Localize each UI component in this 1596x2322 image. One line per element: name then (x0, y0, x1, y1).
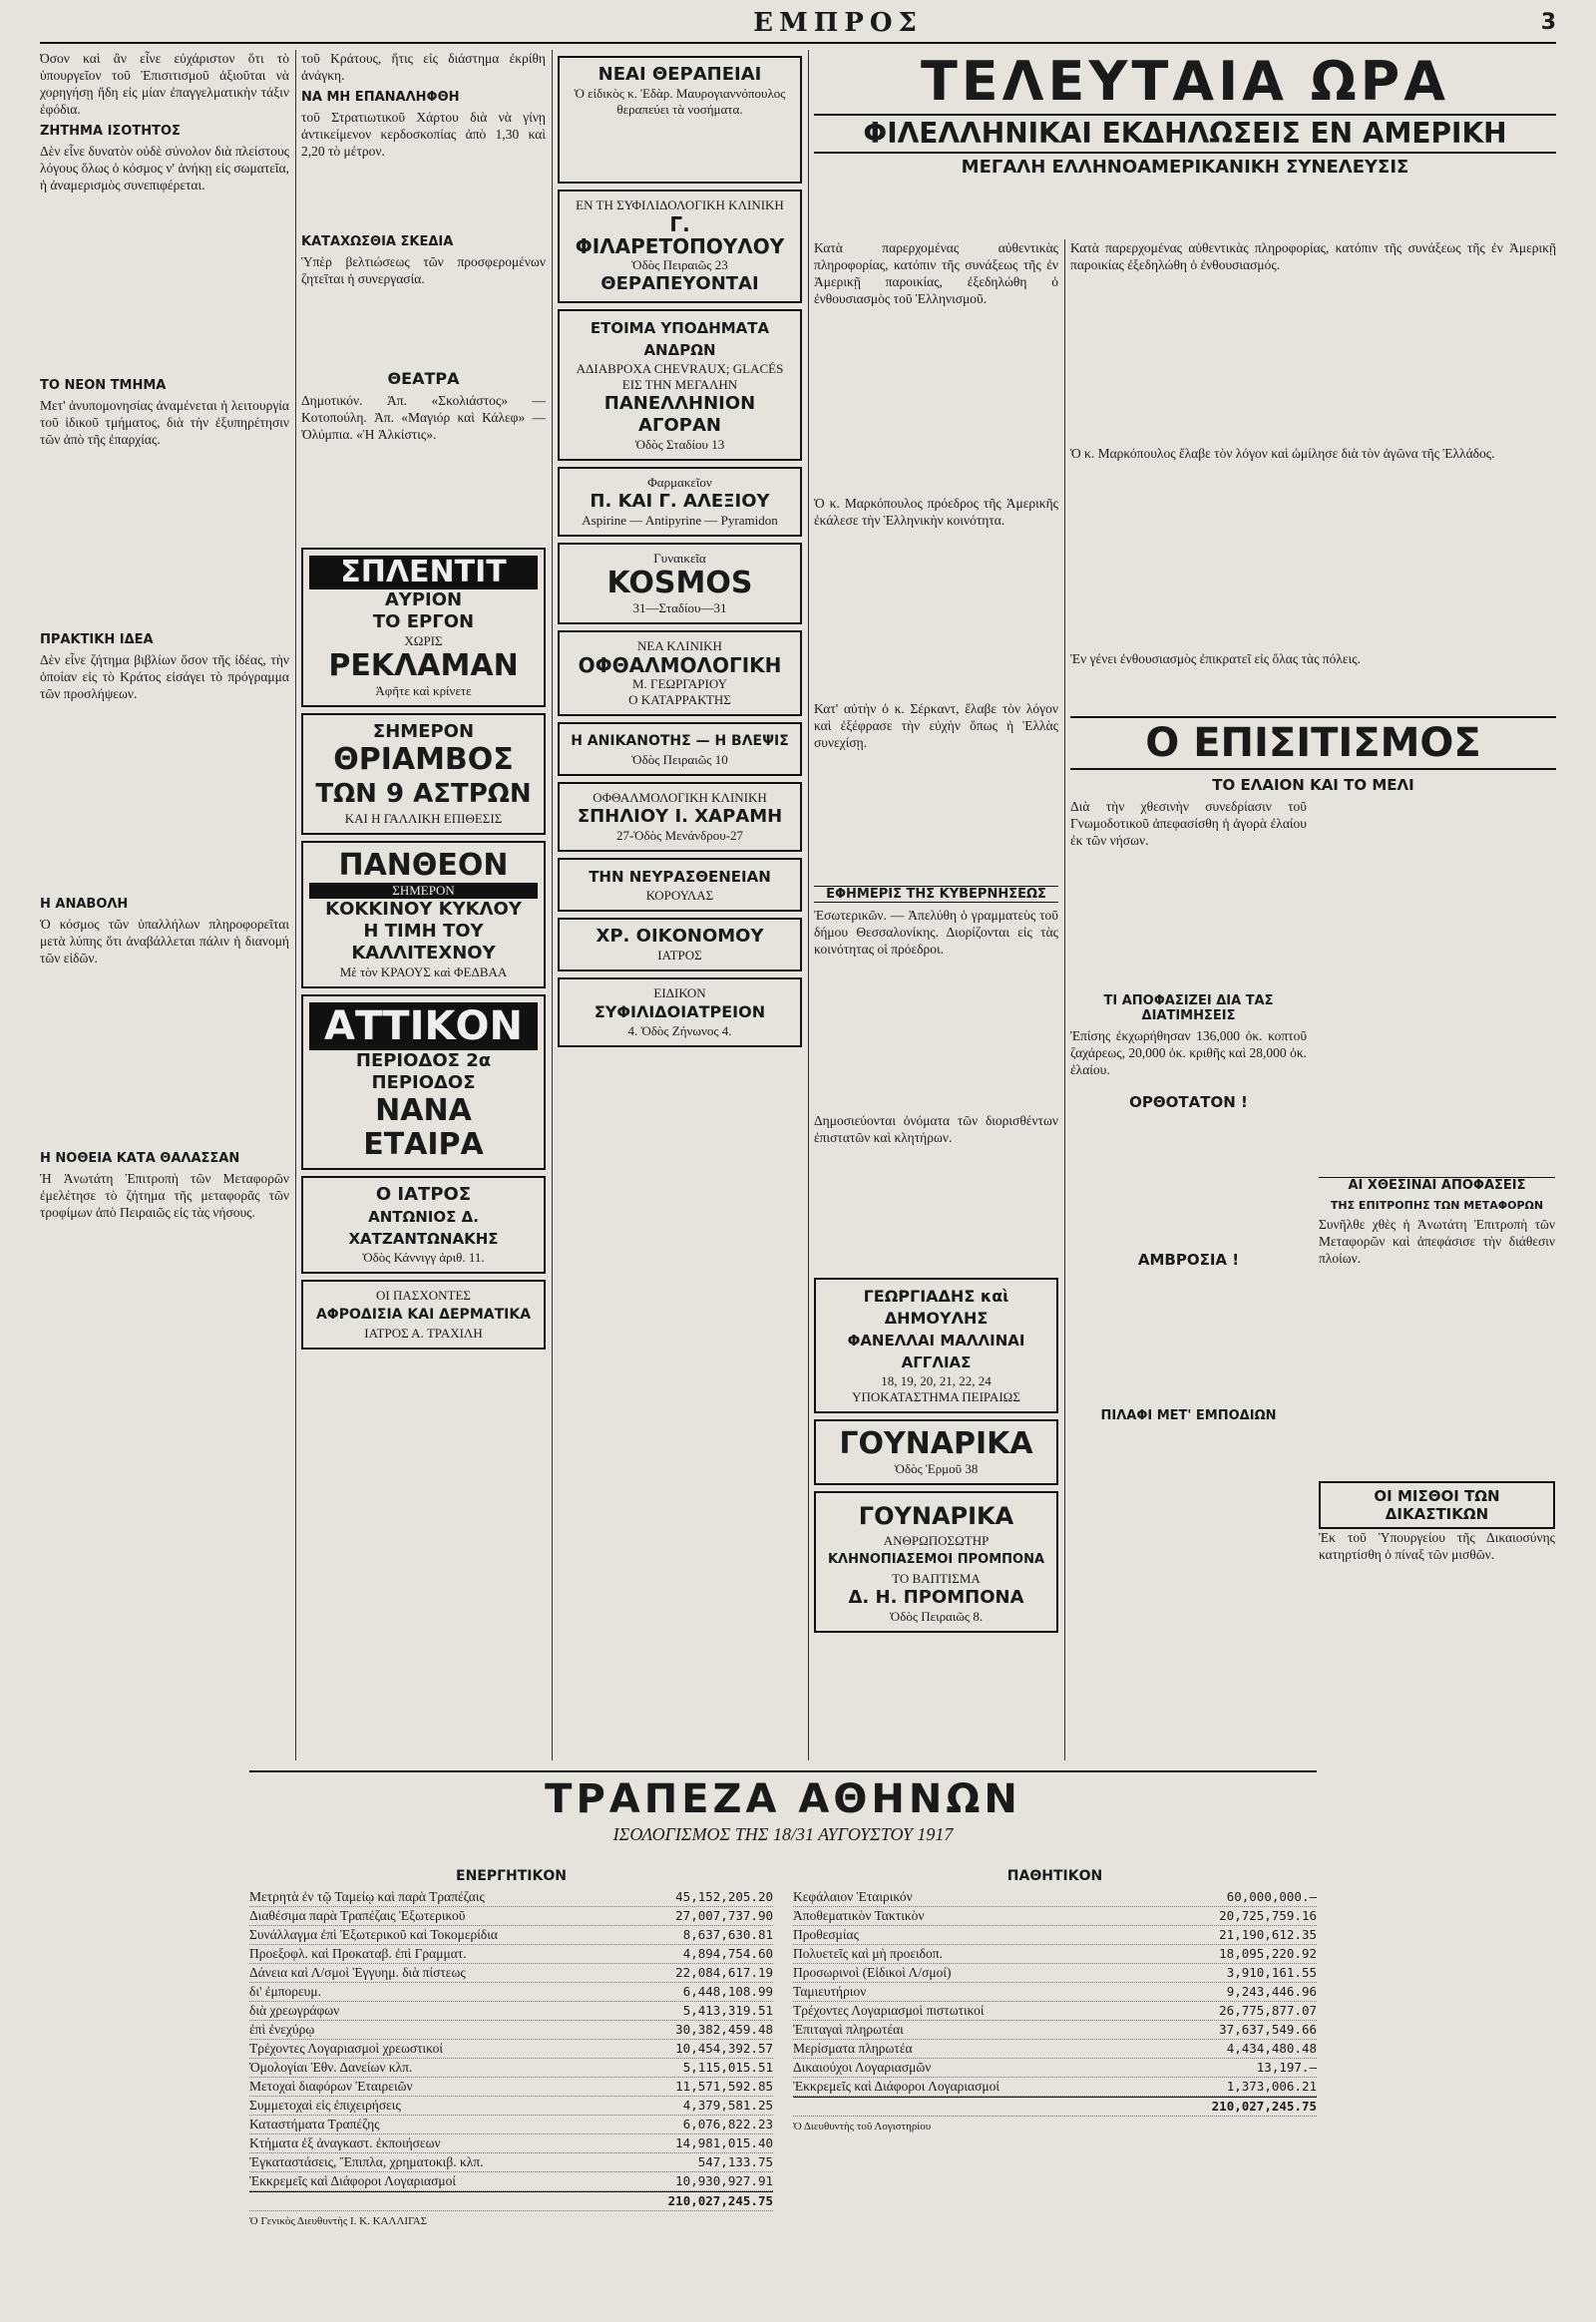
row-value: 10,454,392.57 (675, 2041, 773, 2056)
liabilities-rows (793, 1888, 1317, 2097)
table-row (793, 1964, 1317, 1983)
article-paragraph: Ὑπὲρ βελτιώσεως τῶν προσφερομένων ζητεῖται ἡ συνεργασία. (301, 254, 546, 286)
table-row (249, 2172, 773, 2191)
advert-line: Ὁδὸς Κάννιγγ ἀριθ. 11. (362, 1250, 485, 1265)
advert-title: ΝΕΑΙ ΘΕΡΑΠΕΙΑΙ (598, 64, 762, 85)
column-4 (814, 239, 1058, 1760)
advert-shoes (558, 309, 802, 461)
column-right (1070, 239, 1556, 1760)
advert-furs-prombona (814, 1491, 1058, 1633)
table-row (249, 1945, 773, 1964)
advert-dermatology (301, 1280, 546, 1350)
advert-line: Aspirine — Antipyrine — Pyramidon (582, 513, 778, 528)
advert-line: ΤΩΝ 9 ΑΣΤΡΩΝ (315, 779, 532, 809)
advert-title: ΣΥΦΙΛΙΔΟΙΑΤΡΕΙΟΝ (594, 1002, 766, 1021)
advert-title: Ο ΙΑΤΡΟΣ (375, 1184, 472, 1205)
advert-triumph (301, 713, 546, 835)
article-heading: ΤΙ ΑΠΟΦΑΣΙΖΕΙ ΔΙΑ ΤΑΣ ΔΙΑΤΙΜΗΣΕΙΣ (1103, 993, 1274, 1023)
row-label: Προσωρινοὶ (Εἰδικοὶ Λ/σμοί) (793, 1965, 952, 1980)
row-label: Ἐγκαταστάσεις, Ἔπιπλα, χρηματοκιβ. κλπ. (249, 2154, 484, 2169)
advert-pantheon (301, 841, 546, 988)
food-supply-col-b (1319, 798, 1555, 1569)
liabilities-heading: ΠΑΘΗΤΙΚΟΝ (1006, 1868, 1103, 1884)
advert-eye-clinic (558, 630, 802, 716)
advert-neurasthenia (558, 858, 802, 912)
row-value: 20,725,759.16 (1219, 1908, 1317, 1923)
article-heading: ΚΑΤΑΧΩΣΘΙΑ ΣΚΕΔΙΑ (301, 234, 454, 249)
advert-title: ΑΦΡΟΔΙΣΙΑ ΚΑΙ ΔΕΡΜΑΤΙΚΑ (315, 1307, 532, 1323)
headline-judges-salaries: ΟΙ ΜΙΣΘΟΙ ΤΩΝ ΔΙΚΑΣΤΙΚΩΝ (1319, 1481, 1555, 1529)
advert-title: Π. ΚΑΙ Γ. ΑΛΕΞΙΟΥ (590, 491, 770, 512)
article-paragraph: Δὲν εἶνε δυνατὸν οὐδὲ σύνολον διὰ πλείστους λόγους ὅλως ὁ κόσμος ν' ἀνήκῃ εἰς σωματεῖα, ἡ ἀναμερισμὸς συνεπιφέρεται. (40, 144, 289, 193)
advert-new-therapies (558, 56, 802, 184)
liabilities-total: 210,027,245.75 (1211, 2099, 1317, 2114)
article-paragraph: Συνῆλθε χθὲς ἡ Ἀνωτάτη Ἐπιτροπὴ τῶν Μεταφορῶν καὶ ἀπεφάσισε τὴν διάθεσιν πλοίων. (1319, 1217, 1555, 1266)
article-paragraph: Μετ' ἀνυπομονησίας ἀναμένεται ἡ λειτουργία τοῦ ἰδικοῦ τμήματος, διὰ τὴν ἐξυπηρέτησιν τῶν ἀπὸ τῆς ἐπαρχίας. (40, 398, 289, 447)
liabilities-total-row (793, 2097, 1317, 2117)
row-value: 26,775,877.07 (1219, 2003, 1317, 2018)
bank-signature: Ὁ Διευθυντὴς τοῦ Λογιστηρίου (793, 2121, 932, 2132)
row-value: 8,637,630.81 (682, 1927, 773, 1942)
advert-line: ΣΗΜΕΡΟΝ (372, 721, 475, 742)
column-rule (1064, 239, 1065, 1760)
advert-line: ΧΩΡΙΣ (404, 633, 443, 648)
article-heading: Η ΝΟΘΕΙΑ ΚΑΤΑ ΘΑΛΑΣΣΑΝ (40, 1151, 240, 1166)
article-paragraph: Δημοσιεύονται ὀνόματα τῶν διορισθέντων ἐπιστατῶν καὶ κλητήρων. (814, 1113, 1058, 1145)
masthead (40, 8, 1556, 44)
article-heading: ΖΗΤΗΜΑ ΙΣΟΤΗΤΟΣ (40, 124, 181, 139)
row-value: 4,894,754.60 (682, 1946, 773, 1961)
row-label: Ἐκκρεμεῖς καὶ Διάφοροι Λογαριασμοί (793, 2079, 999, 2094)
column-rule (808, 50, 809, 1760)
article-heading: ΟΡΘΟΤΑΤΟΝ ! (1129, 1093, 1248, 1111)
table-row (249, 2153, 773, 2172)
bank-title: ΤΡΑΠΕΖΑ ΑΘΗΝΩΝ (545, 1776, 1021, 1822)
column-2 (301, 50, 546, 1760)
table-row (249, 2134, 773, 2153)
table-row (249, 2059, 773, 2078)
article-paragraph: Ἐκ τοῦ Ὑπουργείου τῆς Δικαιοσύνης κατηρτίσθη ὁ πίναξ τῶν μισθῶν. (1319, 1530, 1555, 1562)
advert-line: Ο ΚΑΤΑΡΡΑΚΤΗΣ (628, 692, 731, 707)
table-row (793, 1945, 1317, 1964)
article-heading: ΝΑ ΜΗ ΕΠΑΝΑΛΗΦΘΗ (301, 90, 460, 105)
row-label: Ὁμολογίαι Ἐθν. Δανείων κλπ. (249, 2060, 413, 2075)
row-value: 30,382,459.48 (675, 2022, 773, 2037)
advert-line: ΑΝΤΩΝΙΟΣ Δ. ΧΑΤΖΑΝΤΩΝΑΚΗΣ (348, 1208, 499, 1248)
advert-title: ΘΡΙΑΜΒΟΣ (333, 742, 514, 777)
column-rule (552, 50, 553, 1760)
table-row (249, 2116, 773, 2134)
advert-title: KOSMOS (606, 566, 753, 600)
advert-title: ΣΠΗΛΙΟΥ Ι. ΧΑΡΑΜΗ (577, 806, 783, 827)
row-value: 547,133.75 (697, 2154, 773, 2169)
row-value: 13,197.— (1256, 2060, 1317, 2075)
advert-line: ΚΑΙ Η ΓΑΛΛΙΚΗ ΕΠΙΘΕΣΙΣ (344, 811, 503, 826)
advert-line: ΕΤΑΙΡΑ (363, 1127, 484, 1162)
row-label: Τρέχοντες Λογαριασμοὶ χρεωστικοί (249, 2041, 444, 2056)
assets-rows (249, 1888, 773, 2191)
advert-line: Ὁδὸς Σταδίου 13 (634, 437, 725, 452)
advert-line: ΡΕΚΛΑΜΑΝ (328, 648, 519, 683)
advert-line: Φαρμακεῖον (647, 475, 712, 490)
article-paragraph: τοῦ Στρατιωτικοῦ Χάρτου διὰ νὰ γίνῃ ἀντικείμενον κερδοσκοπίας ἀπὸ 1,30 καὶ 2,20 τὸ μέτρον. (301, 110, 546, 159)
advert-line: ΠΑΝΕΛΛΗΝΙΟΝ ΑΓΟΡΑΝ (603, 393, 756, 436)
column-1 (40, 50, 289, 1760)
advert-line: Ὁδὸς Πειραιῶς 10 (631, 752, 728, 767)
advert-splendid (301, 548, 546, 707)
advert-line: Μὲ τὸν ΚΡΑΟΥΣ καὶ ΦΕΔΒΑΑ (339, 965, 508, 979)
assets-total-row (249, 2191, 773, 2211)
food-supply-columns (1070, 798, 1556, 1569)
table-row (793, 2078, 1317, 2097)
advert-line: 27-Ὁδὸς Μενάνδρου-27 (615, 828, 744, 843)
advert-syphilis-clinic (558, 977, 802, 1047)
advert-line: ΝΑΝΑ (375, 1093, 472, 1128)
advert-line: ΤΟ ΕΡΓΟΝ (372, 611, 475, 632)
advert-line: Ὁδὸς Ἑρμοῦ 38 (894, 1461, 979, 1476)
article-heading: Η ΑΝΑΒΟΛΗ (40, 897, 129, 912)
advert-line: ΕΙΔΙΚΟΝ (653, 985, 706, 1000)
row-label: Διαθέσιμα παρὰ Τραπέζαις Ἐξωτερικοῦ (249, 1908, 466, 1923)
gazette-text: Ἐσωτερικῶν. — Ἀπελύθη ὁ γραμματεὺς τοῦ δήμου Θεσσαλονίκης. Διορίζονται εἰς τὰς κοινότητας οἱ πρόεδροι. (814, 908, 1058, 957)
advert-furs (814, 1419, 1058, 1485)
advert-title: ΓΟΥΝΑΡΙΚΑ (839, 1426, 1033, 1461)
column-rule (295, 50, 296, 1760)
advert-line: ΑΔΙΑΒΡΟΧΑ CHEVRAUX; GLACÉS (576, 361, 784, 376)
advert-line: Η ΤΙΜΗ ΤΟΥ ΚΑΛΛΙΤΕΧΝΟΥ (351, 921, 496, 964)
advert-title: ΑΤΤΙΚΟΝ (309, 1002, 538, 1050)
headline-last-hour: ΤΕΛΕΥΤΑΙΑ ΩΡΑ (920, 50, 1450, 113)
row-label: Κτήματα ἐξ ἀναγκαστ. ἐκποιήσεων (249, 2135, 441, 2150)
row-label: Ἐπιταγαὶ πληρωτέαι (793, 2022, 904, 2037)
row-label: Ταμιευτήριον (793, 1984, 867, 1999)
advert-line: ΚΟΚΚΙΝΟΥ ΚΥΚΛΟΥ (325, 899, 522, 920)
row-label: Προεξοφλ. καὶ Προκαταβ. ἐπὶ Γραμματ. (249, 1946, 467, 1961)
page-number: 3 (1540, 10, 1556, 35)
row-label: Μερίσματα πληρωτέα (793, 2041, 913, 2056)
article-heading: ΤΟ ΕΛΑΙΟΝ ΚΑΙ ΤΟ ΜΕΛΙ (1212, 776, 1414, 794)
row-value: 6,076,822.23 (682, 2117, 773, 2131)
row-label: Συνάλλαγμα ἐπὶ Ἐξωτερικοῦ καὶ Τοκομερίδια (249, 1927, 498, 1942)
advert-charami-clinic (558, 782, 802, 852)
row-value: 4,379,581.25 (682, 2098, 773, 2113)
row-value: 6,448,108.99 (682, 1984, 773, 1999)
table-row (249, 2040, 773, 2059)
article-heading: ΤΟ ΝΕΟΝ ΤΜΗΜΑ (40, 378, 167, 393)
headline-convention: ΜΕΓΑΛΗ ΕΛΛΗΝΟΑΜΕΡΙΚΑΝΙΚΗ ΣΥΝΕΛΕΥΣΙΣ (961, 157, 1409, 178)
advert-line: 31—Σταδίου—31 (632, 600, 727, 615)
advert-title: Η ΑΝΙΚΑΝΟΤΗΣ — Η ΒΛΕΨΙΣ (571, 733, 789, 749)
article-paragraph: Κατ' αὐτὴν ὁ κ. Σέρκαντ, ἔλαβε τὸν λόγον καὶ ἐξέφρασε τὴν εὐχὴν ὅπως ἡ Ἑλλὰς συνεχίσῃ. (814, 701, 1058, 750)
row-value: 5,413,319.51 (682, 2003, 773, 2018)
advert-title: ΓΟΥΝΑΡΙΚΑ (858, 1502, 1014, 1530)
row-value: 4,434,480.48 (1226, 2041, 1317, 2056)
advert-title: ΓΕΩΡΓΙΑΔΗΣ καὶ ΔΗΜΟΥΛΗΣ (863, 1287, 1009, 1328)
advert-line: Ἀφῆτε καὶ κρίνετε (375, 683, 472, 698)
row-label: Ἐκκρεμεῖς καὶ Διάφοροι Λογαριασμοί (249, 2173, 456, 2188)
table-row (249, 2097, 773, 2116)
row-label: Πολυετεῖς καὶ μὴ προειδοπ. (793, 1946, 943, 1961)
row-label: Μετρητὰ ἐν τῷ Ταμείῳ καὶ παρὰ Τραπέζαις (249, 1889, 485, 1904)
headline-food-supply: Ο ΕΠΙΣΙΤΙΣΜΟΣ (1070, 716, 1556, 770)
row-label: Κεφάλαιον Ἑταιρικόν (793, 1889, 913, 1904)
table-row (793, 2040, 1317, 2059)
table-row (793, 1983, 1317, 2002)
table-row (249, 2002, 773, 2021)
article-paragraph: Διὰ τὴν χθεσινὴν συνεδρίασιν τοῦ Γνωμοδοτικοῦ ἀπεφασίσθη ἡ ἀγορὰ ἐλαίου ἐκ τῶν νήσων. (1070, 799, 1307, 848)
column-3 (558, 50, 802, 1760)
advert-line: ΟΙ ΠΑΣΧΟΝΤΕΣ (376, 1288, 471, 1303)
advert-line: 4. Ὁδὸς Ζήνωνος 4. (627, 1023, 732, 1038)
article-heading: ΑΙ ΧΘΕΣΙΝΑΙ ΑΠΟΦΑΣΕΙΣ (1319, 1177, 1555, 1193)
advert-line: Δ. Η. ΠΡΟΜΠΟΝΑ (848, 1587, 1024, 1608)
assets-heading: ΕΝΕΡΓΗΤΙΚΟΝ (456, 1868, 567, 1884)
advert-line: ΕΙΣ ΤΗΝ ΜΕΓΑΛΗΝ (621, 377, 738, 392)
row-label: ἐπὶ ἐνεχύρῳ (249, 2022, 315, 2037)
article-paragraph: Ἐν γένει ἐνθουσιασμὸς ἐπικρατεῖ εἰς ὅλας τὰς πόλεις. (1070, 651, 1361, 666)
row-value: 1,373,006.21 (1226, 2079, 1317, 2094)
row-label: Ἀποθεματικὸν Τακτικὸν (793, 1908, 925, 1923)
food-supply-col-a (1070, 798, 1307, 1569)
row-value: 37,637,549.66 (1219, 2022, 1317, 2037)
advert-title: Γ. ΦΙΛΑΡΕΤΟΠΟΥΛΟΥ (575, 212, 785, 258)
advert-line: ΝΕΑ ΚΛΙΝΙΚΗ (637, 638, 722, 653)
article-heading: ΠΡΑΚΤΙΚΗ ΙΔΕΑ (40, 632, 154, 647)
advert-line: ΣΗΜΕΡΟΝ (309, 883, 538, 899)
bank-signature: Ὁ Γενικὸς Διευθυντὴς Ι. Κ. ΚΑΛΛΙΓΑΣ (249, 2215, 428, 2227)
advert-title: ΕΤΟΙΜΑ ΥΠΟΔΗΜΑΤΑ ΑΝΔΡΩΝ (590, 319, 770, 359)
article-paragraph: Δὲν εἶνε ζήτημα βιβλίων ὅσον τῆς ἰδέας, τὴν ὁποίαν εἰς τὸ Κράτος εἰσάγει τὸ πρόγραμμα τῶν προσλήψεων. (40, 652, 289, 701)
advert-attikon (301, 994, 546, 1170)
advert-title: ΟΦΘΑΛΜΟΛΟΓΙΚΗ (578, 653, 782, 677)
theatre-heading: ΘΕΑΤΡΑ (387, 369, 460, 388)
advert-line: ΦΑΝΕΛΛΑΙ ΜΑΛΛΙΝΑΙ ΑΓΓΛΙΑΣ (847, 1332, 1025, 1371)
row-value: 3,910,161.55 (1226, 1965, 1317, 1980)
table-row (249, 2078, 773, 2097)
article-heading: ΑΜΒΡΟΣΙΑ ! (1137, 1251, 1240, 1269)
advert-line: ΠΕΡΙΟΔΟΣ 2α ΠΕΡΙΟΔΟΣ (355, 1050, 492, 1093)
table-row (249, 1907, 773, 1926)
row-value: 45,152,205.20 (675, 1889, 773, 1904)
article-paragraph: Ἡ Ἀνωτάτη Ἐπιτροπὴ τῶν Μεταφορῶν ἐμελέτησε τὸ ζήτημα τῆς μεταφορᾶς τῶν τροφίμων ἀπὸ Πειραιῶς εἰς τὰς νήσους. (40, 1171, 289, 1220)
assets-table (249, 1868, 773, 2227)
advert-title: ΤΗΝ ΝΕΥΡΑΣΘΕΝΕΙΑΝ (589, 868, 771, 886)
gazette-heading: ΕΦΗΜΕΡΙΣ ΤΗΣ ΚΥΒΕΡΝΗΣΕΩΣ (814, 886, 1058, 903)
advert-doctor (301, 1176, 546, 1274)
advert-line: ΘΕΡΑΠΕΥΟΝΤΑΙ (600, 273, 759, 294)
article-paragraph: τοῦ Κράτους, ἥτις εἰς διάστημα ἐκρίθη ἀνάγκη. (301, 51, 546, 83)
advert-line: ΕΝ ΤΗ ΣΥΦΙΛΙΔΟΛΟΓΙΚΗ ΚΛΙΝΙΚΗ (576, 197, 784, 212)
advert-oikonomou (558, 918, 802, 971)
row-label: Καταστήματα Τραπέζης (249, 2117, 380, 2131)
article-paragraph: Κατὰ παρερχομένας αὐθεντικὰς πληροφορίας, κατόπιν τῆς συνάξεως τῆς ἐν Ἀμερικῇ παροικίας, ἐξεδηλώθη ὁ ἐνθουσιασμὸς τοῦ Ἑλληνισμοῦ. (814, 240, 1058, 306)
article-heading: ΤΗΣ ΕΠΙΤΡΟΠΗΣ ΤΩΝ ΜΕΤΑΦΟΡΩΝ (1330, 1199, 1544, 1212)
row-value: 27,007,737.90 (675, 1908, 773, 1923)
advert-line: ΟΦΘΑΛΜΟΛΟΓΙΚΗ ΚΛΙΝΙΚΗ (593, 790, 767, 805)
table-row (249, 1888, 773, 1907)
advert-line: ΤΟ ΒΑΠΤΙΣΜΑ (892, 1571, 981, 1586)
table-row (249, 2021, 773, 2040)
advert-title: ΣΠΛΕΝΤΙΤ (309, 556, 538, 589)
bank-subtitle: ΙΣΟΛΟΓΙΣΜΟΣ ΤΗΣ 18/31 ΑΥΓΟΥΣΤΟΥ 1917 (612, 1824, 954, 1844)
assets-total: 210,027,245.75 (667, 2193, 773, 2208)
advert-line: ΚΟΡΟΥΛΑΣ (645, 888, 714, 903)
row-label: Τρέχοντες Λογαριασμοὶ πιστωτικοί (793, 2003, 985, 2018)
table-row (793, 1907, 1317, 1926)
table-row (793, 1926, 1317, 1945)
table-row (249, 1983, 773, 2002)
table-row (249, 1926, 773, 1945)
table-row (793, 1888, 1317, 1907)
table-row (793, 2002, 1317, 2021)
advert-line: Ὁ εἰδικὸς κ. Ἐδὰρ. Μαυρογιαννόπουλος θεραπεύει τὰ νοσήματα. (574, 86, 786, 117)
advert-line: Ὁδὸς Πειραιῶς 8. (889, 1609, 984, 1624)
table-row (793, 2059, 1317, 2078)
advert-line: ΑΥΡΙΟΝ (384, 589, 463, 610)
theatre-listing: Δημοτικόν. Ἀπ. «Σκολιάστος» — Κοτοπούλη. Ἀπ. «Μαγιόρ καὶ Κάλεφ» — Ὀλύμπια. «Ἡ Ἀλκίστις». (301, 393, 546, 442)
article-paragraph: Κατὰ παρερχομένας αὐθεντικὰς πληροφορίας, κατόπιν τῆς συνάξεως τῆς ἐν Ἀμερικῇ παροικίας ἐξεδηλώθη ὁ ἐνθουσιασμός. (1070, 240, 1556, 272)
headline-philhellenic: ΦΙΛΕΛΛΗΝΙΚΑΙ ΕΚΔΗΛΩΣΕΙΣ ΕΝ ΑΜΕΡΙΚΗ (814, 114, 1556, 154)
row-value: 22,084,617.19 (675, 1965, 773, 1980)
article-heading: ΠΙΛΑΦΙ ΜΕΤ' ΕΜΠΟΔΙΩΝ (1100, 1408, 1277, 1423)
row-value: 5,115,015.51 (682, 2060, 773, 2075)
advert-title: ΧΡ. ΟΙΚΟΝΟΜΟΥ (596, 926, 764, 947)
row-value: 10,930,927.91 (675, 2173, 773, 2188)
advert-title: ΠΑΝΘΕΟΝ (338, 848, 509, 883)
row-value: 21,190,612.35 (1219, 1927, 1317, 1942)
row-label: διὰ χρεωγράφων (249, 2003, 340, 2018)
advert-line: ΙΑΤΡΟΣ (657, 948, 702, 963)
table-row (793, 2021, 1317, 2040)
newspaper-title: ΕΜΠΡΟΣ (753, 8, 923, 38)
advert-georgiadis (814, 1278, 1058, 1413)
advert-kosmos (558, 543, 802, 624)
liabilities-table (793, 1868, 1317, 2132)
advert-line: 18, 19, 20, 21, 22, 24 (881, 1373, 992, 1388)
advert-line: ΚΛΗΝΟΠΙΑΣΕΜΟΙ ΠΡΟΜΠΟΝΑ (827, 1552, 1045, 1567)
row-value: 60,000,000.— (1226, 1889, 1317, 1904)
advert-line: ΙΑΤΡΟΣ Α. ΤΡΑΧΙΛΗ (364, 1326, 483, 1341)
row-value: 18,095,220.92 (1219, 1946, 1317, 1961)
row-label: δι' ἐμπορευμ. (249, 1984, 321, 1999)
advert-pharmacy (558, 467, 802, 537)
advert-line: Μ. ΓΕΩΡΓΑΡΙΟΥ (632, 676, 727, 691)
advert-clinic-filaretopoulou (558, 190, 802, 303)
row-label: Προθεσμίας (793, 1927, 859, 1942)
advert-line: ΑΝΘΡΩΠΟΣΩΤΗΡ (883, 1533, 990, 1548)
row-label: Μετοχαὶ διαφόρων Ἑταιρειῶν (249, 2079, 413, 2094)
row-label: Δάνεια καὶ Λ/σμοὶ Ἐγγυημ. διὰ πίστεως (249, 1965, 466, 1980)
article-paragraph: Όσον καὶ ἂν εἶνε εὐχάριστον ὅτι τὸ ὑπουργεῖον τοῦ Ἐπισιτισμοῦ ἀξιοῦται νὰ χορηγήσῃ ἤδη εἰς μίαν ἐπαγγελματικὴν τάξιν ἐφόδια. (40, 51, 289, 117)
article-paragraph: Ὁ κ. Μαρκόπουλος ἔλαβε τὸν λόγον καὶ ὡμίλησε διὰ τὸν ἀγῶνα τῆς Ἑλλάδος. (1070, 446, 1495, 461)
article-paragraph: Ὁ κ. Μαρκόπουλος πρόεδρος τῆς Ἀμερικῆς ἐκάλεσε τὴν Ἑλληνικὴν κοινότητα. (814, 496, 1058, 528)
last-hour-header (814, 50, 1556, 239)
advert-line: Ὁδὸς Πειραιῶς 23 (631, 257, 728, 272)
advert-impotence (558, 722, 802, 776)
advert-line: Γυναικεῖα (653, 551, 706, 566)
row-value: 11,571,592.85 (675, 2079, 773, 2094)
row-value: 9,243,446.96 (1226, 1984, 1317, 1999)
article-paragraph: Ὁ κόσμος τῶν ὑπαλλήλων πληροφορεῖται μετὰ λύπης ὅτι ἀναβάλλεται πάλιν ἡ διανομή τῶν εἰδῶν. (40, 917, 289, 966)
table-row (249, 1964, 773, 1983)
bank-balance-sheet (249, 1770, 1317, 2311)
article-paragraph: Ἐπίσης ἐκχωρήθησαν 136,000 ὀκ. κοπτοῦ ζαχάρεως, 20,000 ὀκ. κριθῆς καὶ 28,000 ὀκ. ἐλαίου. (1070, 1028, 1307, 1077)
advert-line: ΥΠΟΚΑΤΑΣΤΗΜΑ ΠΕΙΡΑΙΩΣ (852, 1389, 1020, 1404)
row-label: Συμμετοχαὶ εἰς ἐπιχειρήσεις (249, 2098, 401, 2113)
row-value: 14,981,015.40 (675, 2135, 773, 2150)
row-label: Δικαιούχοι Λογαριασμῶν (793, 2060, 932, 2075)
